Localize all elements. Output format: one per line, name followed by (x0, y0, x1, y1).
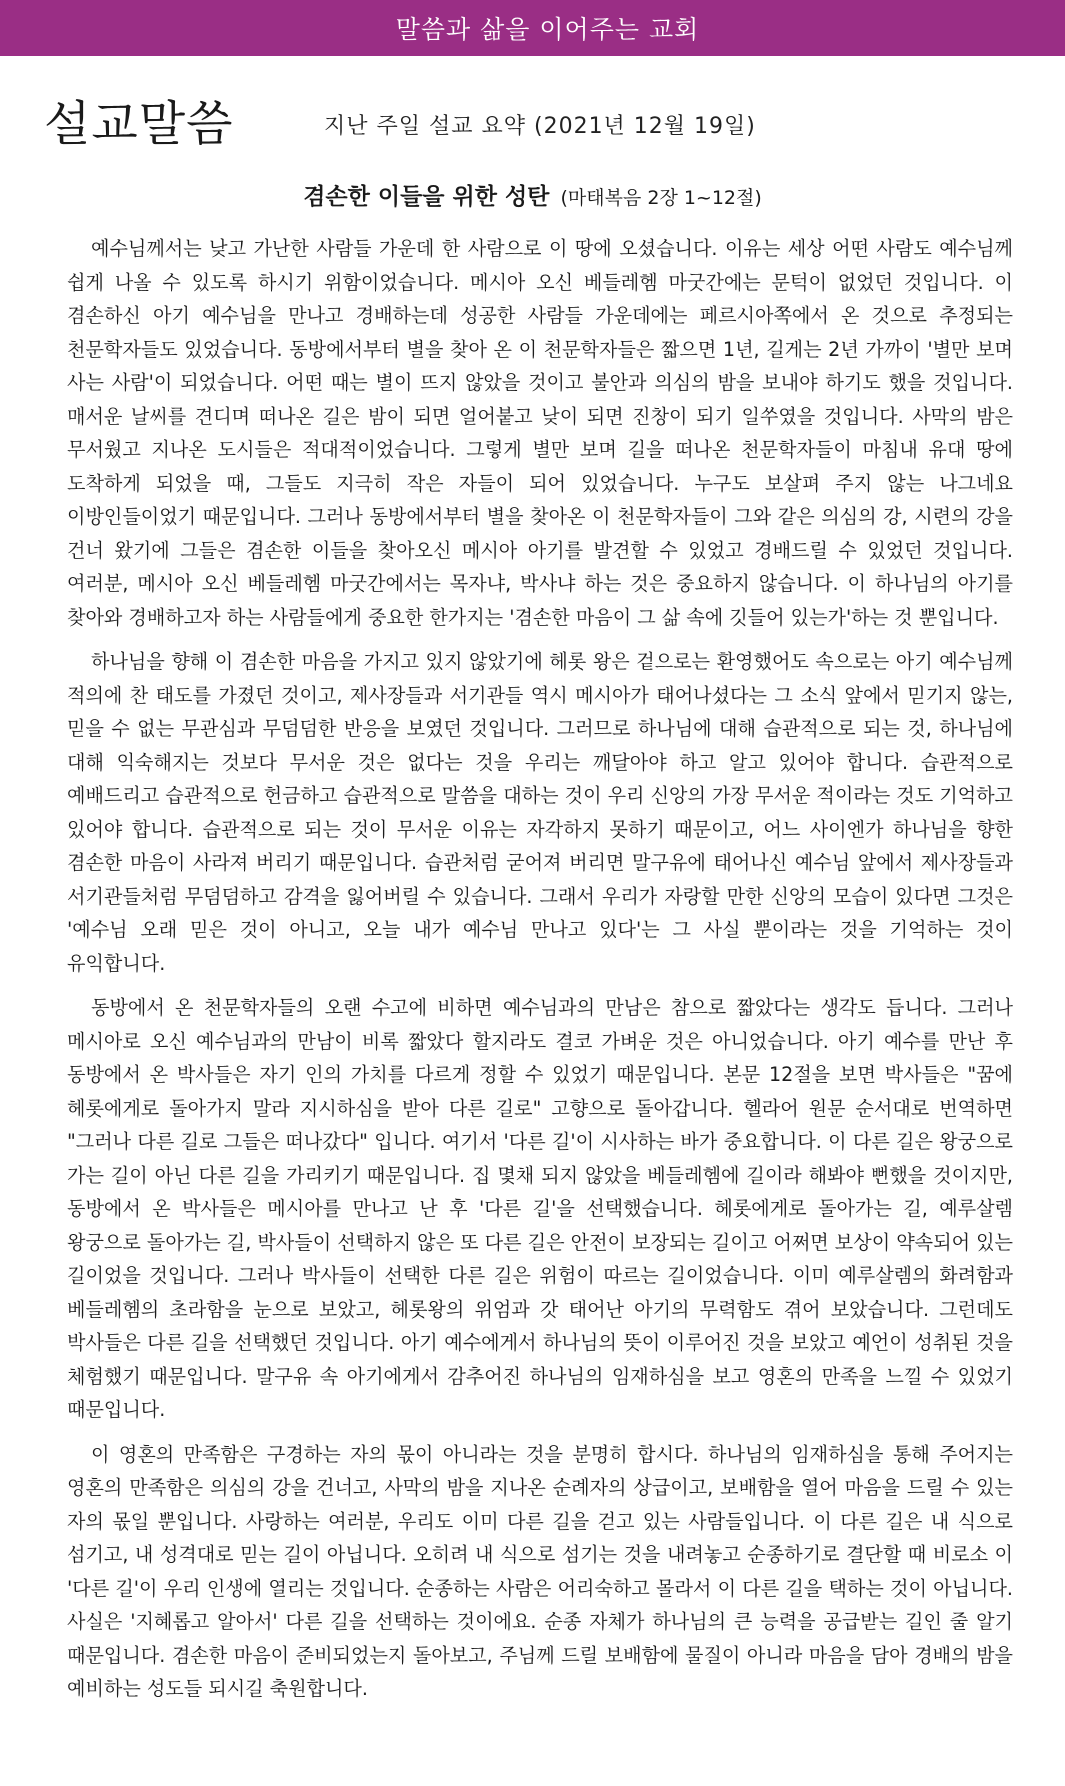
page-header (44, 92, 1034, 162)
sermon-title: 겸손한 이들을 위한 성탄 (303, 184, 550, 210)
paragraph-4: 이 영혼의 만족함은 구경하는 자의 몫이 아니라는 것을 분명히 합시다. 하나님의 임재하심을 통해 주어지는 영혼의 만족함은 의심의 강을 건너고, 사막의 밤을 지나온 순례자의 상급이고, 보배함을 열어 마음을 드릴 수 있는 자의 몫일 뿐입니다. 사랑하는 여러분, 우리도 이미 다른 길을 걷고 있는 사람들입니다. 이 다른 길은 내 식으로 섬기고, 내 성격대로 믿는 길이 아닙니다. 오히려 내 식으로 섬기는 것을 내려놓고 순종하기로 결단할 때 비로소 이 '다른 길'이 우리 인생에 열리는 것입니다. 순종하는 사람은 어리숙하고 몰라서 이 다른 길을 택하는 것이 아닙니다. 사실은 '지혜롭고 알아서' 다른 길을 선택하는 것이에요. 순종 자체가 하나님의 큰 능력을 공급받는 길인 줄 알기 때문입니다. 겸손한 마음이 준비되었는지 돌아보고, 주님께 드릴 보배함에 물질이 아니라 마음을 담아 경배의 밤을 예비하는 성도들 되시길 축원합니다. (67, 1442, 1013, 1700)
sermon-heading (0, 180, 1065, 216)
sermon-body (67, 232, 1013, 1717)
page-title: 설교말씀 (44, 96, 234, 152)
paragraph-1: 예수님께서는 낮고 가난한 사람들 가운데 한 사람으로 이 땅에 오셨습니다. 이유는 세상 어떤 사람도 예수님께 쉽게 나올 수 있도록 하시기 위함이었습니다. 메시아 오신 베들레헴 마굿간에는 문턱이 없었던 것입니다. 이 겸손하신 아기 예수님을 만나고 경배하는데 성공한 사람들 가운데에는 페르시아쪽에서 온 것으로 추정되는 천문학자들도 있었습니다. 동방에서부터 별을 찾아 온 이 천문학자들은 짧으면 1년, 길게는 2년 가까이 '별만 보며 사는 사람'이 되었습니다. 어떤 때는 별이 뜨지 않았을 것이고 불안과 의심의 밤을 보내야 하기도 했을 것입니다. 매서운 날씨를 견디며 떠나온 길은 밤이 되면 얼어붙고 낮이 되면 진창이 되기 일쑤였을 것입니다. 사막의 밤은 무서웠고 지나온 도시들은 적대적이었습니다. 그렇게 별만 보며 길을 떠나온 천문학자들이 마침내 유대 땅에 도착하게 되었을 때, 그들도 지극히 작은 자들이 되어 있었습니다. 누구도 보살펴 주지 않는 나그네요 이방인들이었기 때문입니다. 그러나 동방에서부터 별을 찾아온 이 천문학자들이 그와 같은 의심의 강, 시련의 강을 건너 왔기에 그들은 겸손한 이들을 찾아오신 메시아 아기를 발견할 수 있었고 경배드릴 수 있었던 것입니다. 여러분, 메시아 오신 베들레헴 마굿간에서는 목자냐, 박사냐 하는 것은 중요하지 않습니다. 이 하나님의 아기를 찾아와 경배하고자 하는 사람들에게 중요한 한가지는 '겸손한 마음이 그 삶 속에 깃들어 있는가'하는 것 뿐입니다. (67, 237, 1013, 629)
banner-text: 말씀과 삶을 이어주는 교회 (395, 15, 700, 44)
header-banner (0, 0, 1065, 56)
scripture-reference: (마태복음 2장 1~12절) (560, 187, 762, 209)
paragraph-3: 동방에서 온 천문학자들의 오랜 수고에 비하면 예수님과의 만남은 참으로 짧았다는 생각도 듭니다. 그러나 메시아로 오신 예수님과의 만남이 비록 짧았다 할지라도 결코 가벼운 것은 아니었습니다. 아기 예수를 만난 후 동방에서 온 박사들은 자기 인의 가치를 다르게 정할 수 있었기 때문입니다. 본문 12절을 보면 박사들은 "꿈에 헤롯에게로 돌아가지 말라 지시하심을 받아 다른 길로" 고향으로 돌아갑니다. 헬라어 원문 순서대로 번역하면 "그러나 다른 길로 그들은 떠나갔다" 입니다. 여기서 '다른 길'이 시사하는 바가 중요합니다. 이 다른 길은 왕궁으로 가는 길이 아닌 다른 길을 가리키기 때문입니다. 집 몇채 되지 않았을 베들레헴에 길이라 해봐야 뻔했을 것이지만, 동방에서 온 박사들은 메시아를 만나고 난 후 '다른 길'을 선택했습니다. 헤롯에게로 돌아가는 길, 예루살렘 왕궁으로 돌아가는 길, 박사들이 선택하지 않은 또 다른 길은 안전이 보장되는 길이고 어쩌면 보상이 약속되어 있는 길이었을 것입니다. 그러나 박사들이 선택한 다른 길은 위험이 따르는 길이었습니다. 이미 예루살렘의 화려함과 베들레헴의 초라함을 눈으로 보았고, 헤롯왕의 위엄과 갓 태어난 아기의 무력함도 겪어 보았습니다. 그런데도 박사들은 다른 길을 선택했던 것입니다. 아기 예수에게서 하나님의 뜻이 이루어진 것을 보았고 예언이 성취된 것을 체험했기 때문입니다. 말구유 속 아기에게서 감추어진 하나님의 임재하심을 보고 영혼의 만족을 느낄 수 있었기 때문입니다. (67, 996, 1013, 1421)
summary-date-line: 지난 주일 설교 요약 (2021년 12월 19일) (324, 114, 756, 139)
paragraph-2: 하나님을 향해 이 겸손한 마음을 가지고 있지 않았기에 헤롯 왕은 겉으로는 환영했어도 속으로는 아기 예수님께 적의에 찬 태도를 가졌던 것이고, 제사장들과 서기관들 역시 메시아가 태어나셨다는 그 소식 앞에서 믿기지 않는, 믿을 수 없는 무관심과 무덤덤한 반응을 보였던 것입니다. 그러므로 하나님에 대해 습관적으로 되는 것, 하나님에 대해 익숙해지는 것보다 무서운 것은 없다는 것을 우리는 깨달아야 하고 알고 있어야 합니다. 습관적으로 예배드리고 습관적으로 헌금하고 습관적으로 말씀을 대하는 것이 우리 신앙의 가장 무서운 적이라는 것도 기억하고 있어야 합니다. 습관적으로 되는 것이 무서운 이유는 자각하지 못하기 때문이고, 어느 사이엔가 하나님을 향한 겸손한 마음이 사라져 버리기 때문입니다. 습관처럼 굳어져 버리면 말구유에 태어나신 예수님 앞에서 제사장들과 서기관들처럼 무덤덤하고 감격을 잃어버릴 수 있습니다. 그래서 우리가 자랑할 만한 신앙의 모습이 있다면 그것은 '예수님 오래 믿은 것이 아니고, 오늘 내가 예수님 만나고 있다'는 그 사실 뿐이라는 것을 기억하는 것이 유익합니다. (67, 650, 1013, 975)
